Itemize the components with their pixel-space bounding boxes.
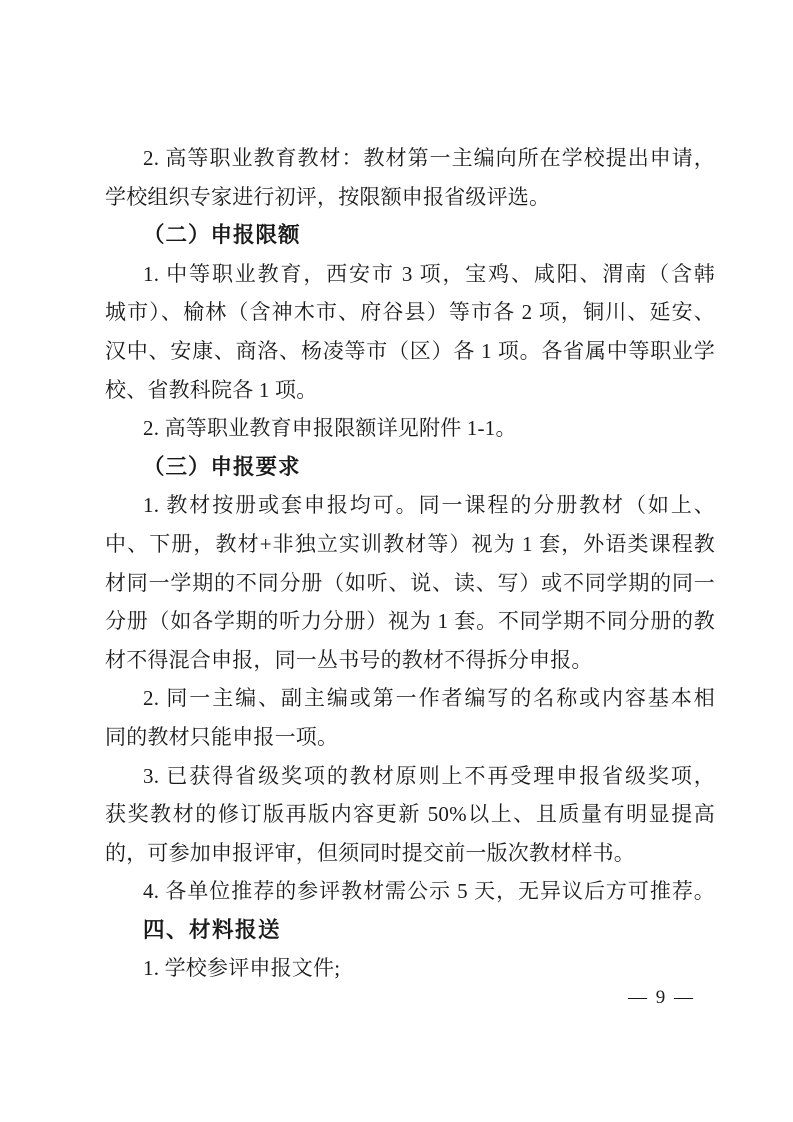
text-line: 分册（如各学期的听力分册）视为 1 套。不同学期不同分册的教 [105,609,715,634]
text-line: 4. 各单位推荐的参评教材需公示 5 天，无异议后方可推荐。 [143,879,715,904]
text-line: 2. 同一主编、副主编或第一作者编写的名称或内容基本相 [143,686,715,711]
text-line: 汉中、安康、商洛、杨凌等市（区）各 1 项。各省属中等职业学 [105,338,715,363]
text-line: 获奖教材的修订版再版内容更新 50%以上、且质量有明显提高 [105,802,715,827]
section-heading-major: 四、材料报送 [143,917,282,942]
text-line: 1. 中等职业教育，西安市 3 项，宝鸡、咸阳、渭南（含韩 [143,261,715,286]
text-line: 的，可参加申报评审，但须同时提交前一版次教材样书。 [105,840,635,865]
text-line: 2. 高等职业教育教材：教材第一主编向所在学校提出申请， [143,146,715,170]
section-heading: （二）申报限额 [143,223,301,248]
text-line: 材不得混合申报，同一丛书号的教材不得拆分申报。 [105,647,593,672]
text-line: 校、省教科院各 1 项。 [105,377,318,402]
section-heading: （三）申报要求 [143,454,301,479]
text-line: 学校组织专家进行初评，按限额申报省级评选。 [105,184,551,209]
text-line: 2. 高等职业教育申报限额详见附件 1-1。 [143,416,517,441]
page-number: — 9 — [628,987,695,1008]
text-line: 3. 已获得省级奖项的教材原则上不再受理申报省级奖项， [143,763,715,788]
text-line: 中、下册，教材+非独立实训教材等）视为 1 套，外语类课程教 [105,531,715,556]
text-line: 城市）、榆林（含神木市、府谷县）等市各 2 项，铜川、延安、 [105,300,715,325]
text-line: 材同一学期的不同分册（如听、说、读、写）或不同学期的同一 [105,570,715,595]
document-body [105,139,715,988]
text-line: 同的教材只能申报一项。 [105,724,339,749]
text-line: 1. 学校参评申报文件; [143,956,341,981]
text-line: 1. 教材按册或套申报均可。同一课程的分册教材（如上、 [143,493,715,518]
